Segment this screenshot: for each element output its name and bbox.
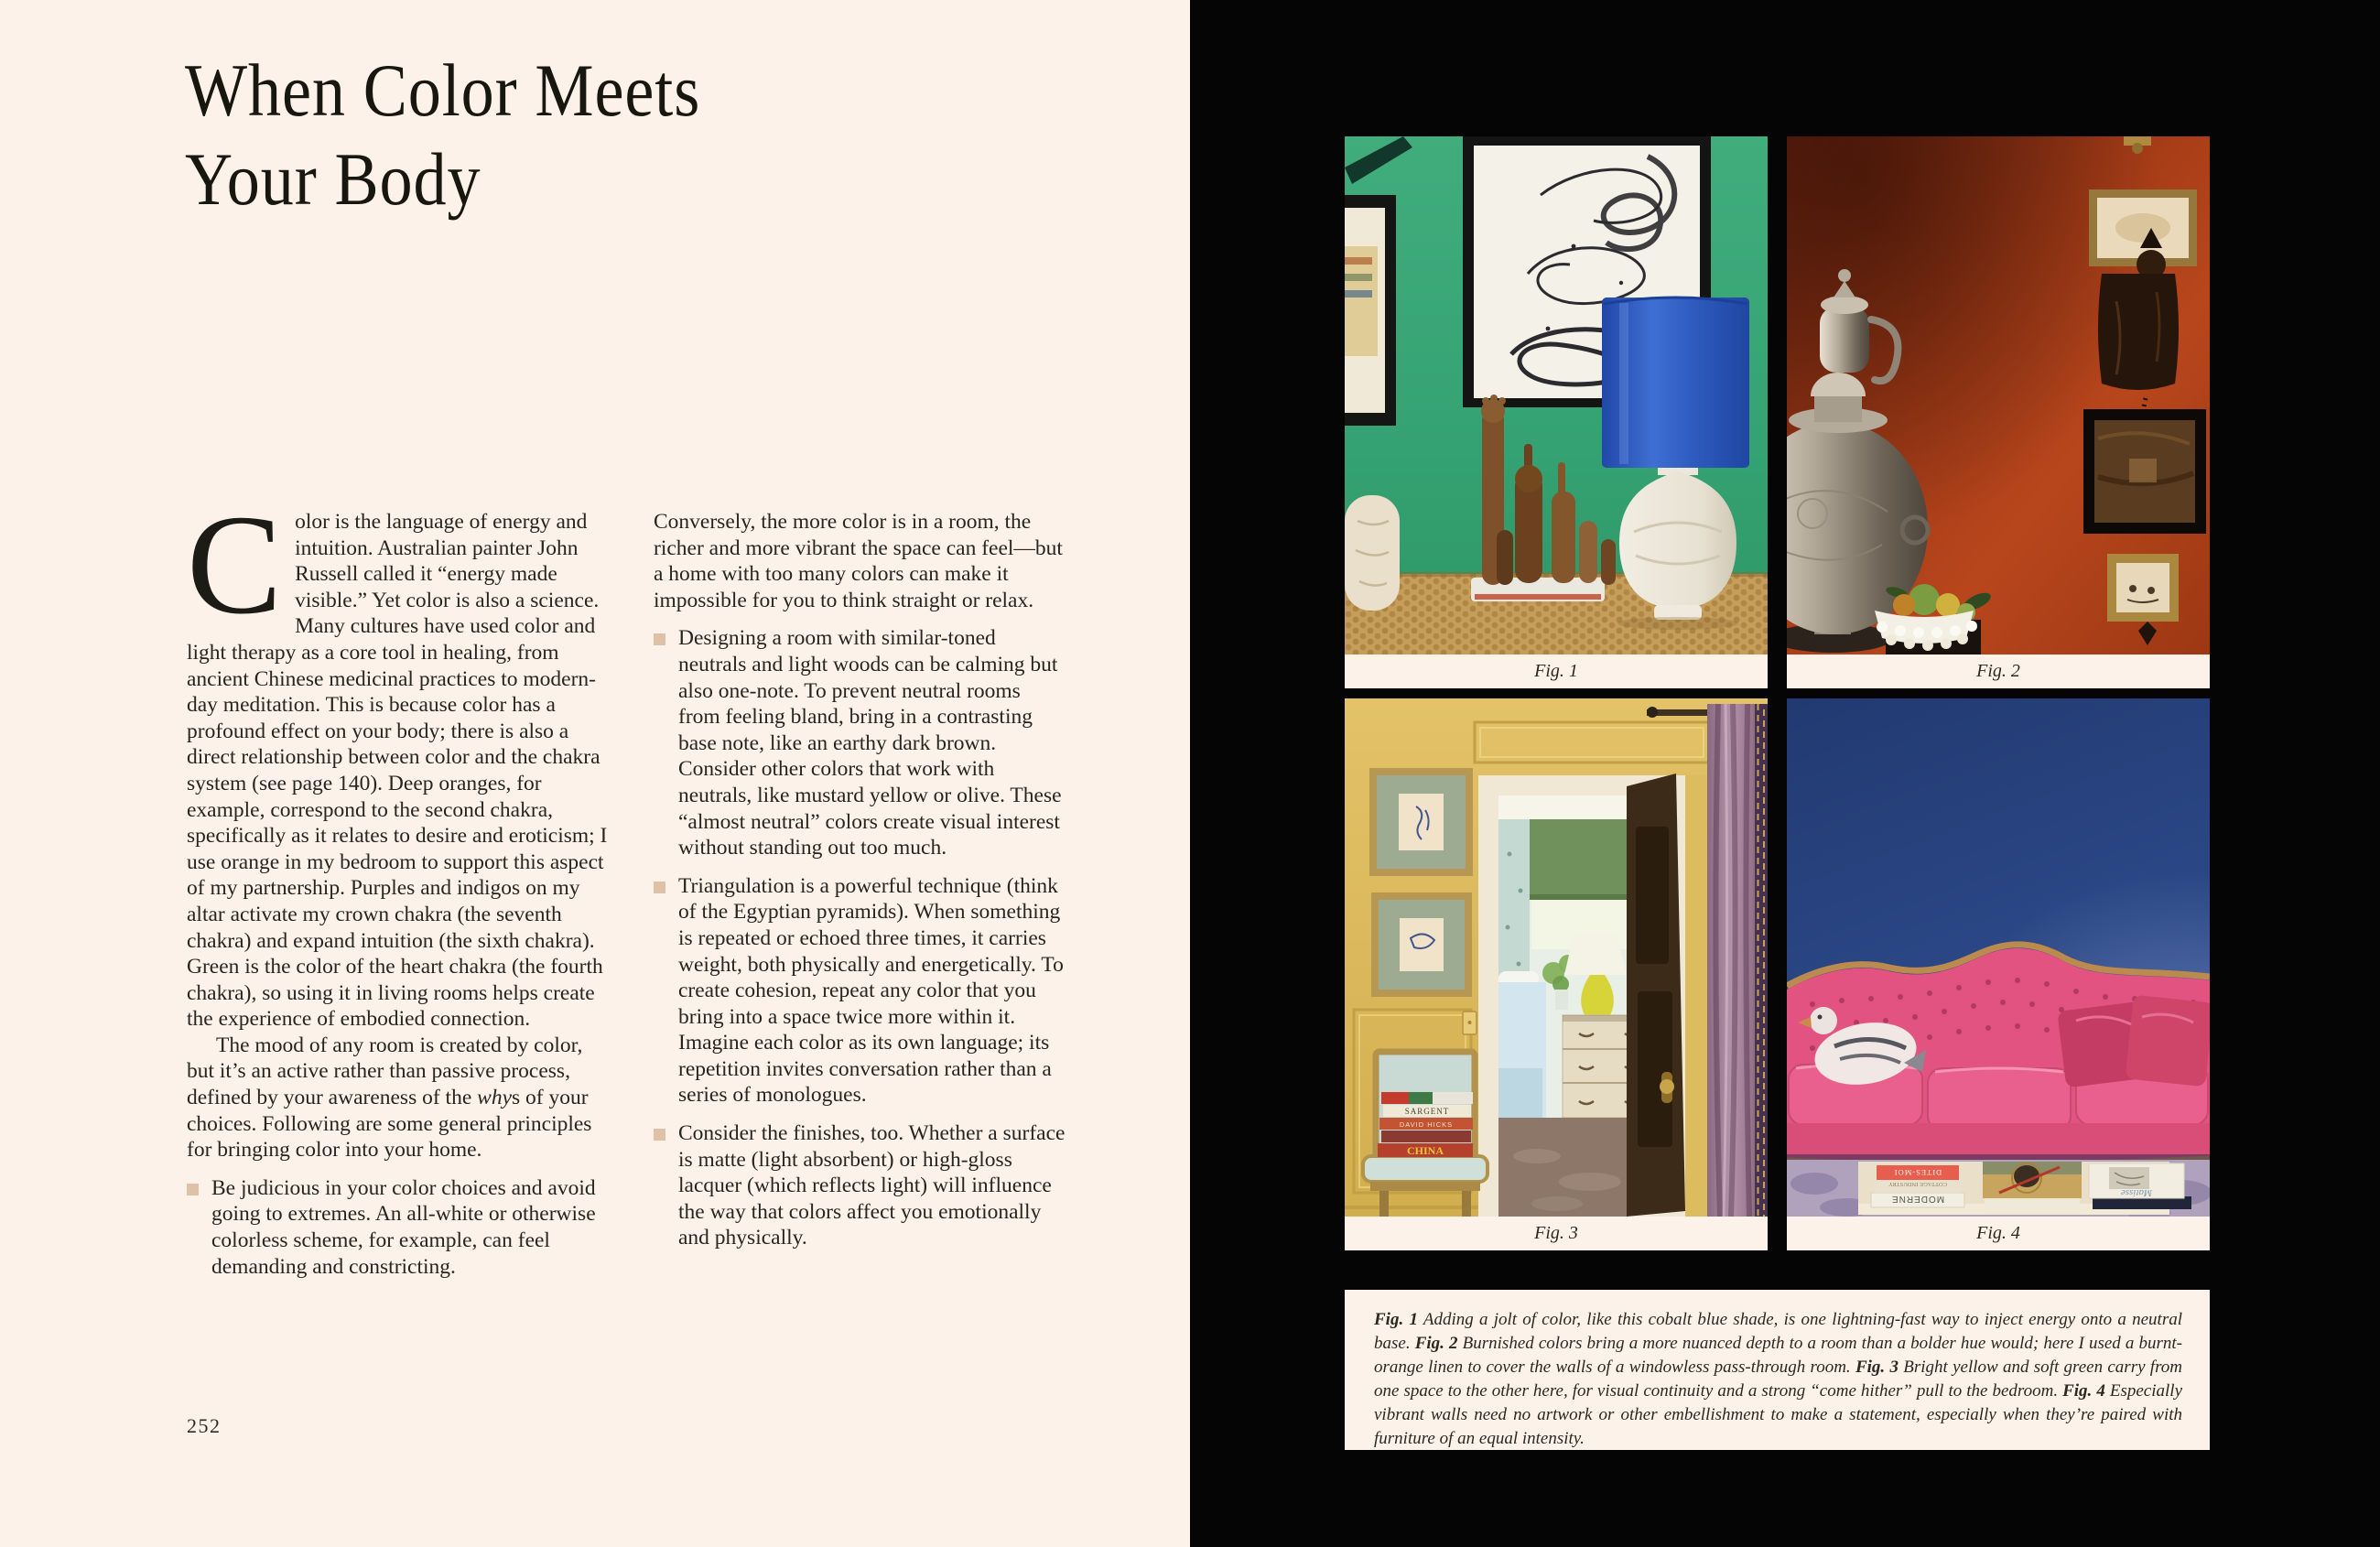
caption-fig3-label: Fig. 3 — [1855, 1358, 1899, 1377]
coffee-table-with-books — [1858, 1162, 2191, 1215]
bullet-item — [654, 1120, 1067, 1251]
bullet-item — [654, 873, 1067, 1109]
paragraph-3: Conversely, the more color is in a room, the richer and more vibrant the space can feel—but a home with too many colors can make it impossible for you to think straight or relax. — [654, 510, 1063, 612]
dark-frame-middle — [2083, 409, 2206, 534]
figure-3-photo-yellow-room — [1345, 698, 1768, 1217]
greek-key-border — [1755, 704, 1768, 1217]
paragraph-1-text: olor is the language of energy and intuition. Australian painter John Russell called it “energy made visible.” Yet color is also a science. Many cultures have used color and light therapy as a core tool in healing, from ancient Chinese medicinal practices to modern-day meditation. This is because color has a profound effect on your body; there is also a direct relationship between color and the chakra system (see page 140). Deep oranges, for example, correspond to the second chakra, specifically as it relates to desire and eroticism; I use orange in my bedroom to support this aspect of my partnership. Purples and indigos on my altar activate my crown chakra (the seventh chakra) and expand intuition (the sixth chakra). Green is the color of the heart chakra (the fourth chakra), so using it in living rooms helps create the experience of embodied connection. — [187, 510, 608, 1032]
figure-1-photo-green-room — [1345, 136, 1768, 654]
book-spine-sargent: SARGENT — [1404, 1107, 1450, 1116]
bullet-text: Triangulation is a powerful technique (think of the Egyptian pyramids). When something is repeated or echoed three times, it carries weight, both physically and energetically. To create cohesion, repeat any color that you bring into a space twice more within it. Imagine each color as its own language; its repetition invites conversation rather than a series of monologues. — [678, 873, 1064, 1108]
gold-frame-bottom — [2107, 554, 2179, 622]
paragraph-2-text: The mood of any room is created by color, but it’s an active rather than passive process, defined by your awareness of the — [187, 1033, 583, 1110]
book-title-moderne: MODERNE — [1890, 1194, 1945, 1204]
figure-2 — [1787, 136, 2210, 688]
seat-cushion — [1928, 1068, 2071, 1130]
open-door — [1627, 774, 1685, 1217]
figure-2-photo-orange-room — [1787, 136, 2210, 654]
bullet-text: Designing a room with similar-toned neutrals and light woods can be calming but also one-note. To prevent neutral rooms from feeling bland, bring in a contrasting base note, like an earthy dark brown. Consider other colors that work with neutrals, like mustard yellow or olive. These “almost neutral” colors create visual interest without standing out too much. — [678, 626, 1062, 860]
framed-print-bottom — [1371, 892, 1472, 997]
title-line-1: When Color Meets — [185, 49, 701, 132]
caption-fig2-label: Fig. 2 — [1414, 1334, 1458, 1353]
book-title-matisse: Matisse — [2120, 1187, 2153, 1198]
page-title — [185, 46, 700, 223]
figure-1-caption: Fig. 1 — [1345, 654, 1768, 688]
green-roman-shade — [1530, 819, 1627, 900]
figure-3 — [1345, 698, 1768, 1250]
caption-fig4-text: Especially vibrant walls need no artwork or other embellishment to make a statement, especially when they’re paired with furniture of an equal intensity. — [1374, 1381, 2182, 1448]
book-title-cottage-industry: COTTAGE INDUSTRY — [1888, 1181, 1947, 1187]
figure-2-caption: Fig. 2 — [1787, 654, 2210, 688]
book-title-dites-moi: DITES-MOI — [1893, 1168, 1942, 1177]
book-spine-china: CHINA — [1406, 1144, 1444, 1157]
drop-cap: C — [187, 485, 283, 644]
paragraph-2-italic: why — [477, 1086, 512, 1110]
book-spine-david-hicks: DAVID HICKS — [1399, 1120, 1454, 1129]
light-switch — [1463, 1012, 1477, 1034]
bullet-text: Be judicious in your color choices and avoid going to extremes. An all-white or otherwise colorless scheme, for example, can feel demanding and constricting. — [211, 1175, 596, 1279]
title-line-2: Your Body — [185, 137, 481, 221]
page-number: 252 — [187, 1414, 222, 1437]
figure-1 — [1345, 136, 1768, 688]
caption-fig2-text: Burnished colors bring a more nuanced depth to a room than a bolder hue would; here I used a burnt-orange linen to cover the walls of a windowless pass-through room. — [1374, 1334, 2183, 1377]
bedroom-lamp-shade — [1564, 935, 1627, 975]
paragraph-2-text-after: s of your choices. Following are some general principles for bringing color into your home. — [187, 1086, 592, 1163]
bullet-square-icon — [654, 882, 665, 893]
figure-4-caption: Fig. 4 — [1787, 1217, 2210, 1250]
caption-fig1-text: Adding a jolt of color, like this cobalt blue shade, is one lightning-fast way to inject energy onto a neutral base. — [1374, 1310, 2183, 1353]
body-column-2 — [654, 509, 1067, 1251]
caption-fig3-text: Bright yellow and soft green carry from one space to the other here, for visual continuity and a strong “come hither” pull to the bedroom. — [1374, 1358, 2182, 1401]
figure-caption-block — [1345, 1290, 2210, 1450]
caption-fig1-label: Fig. 1 — [1374, 1310, 1418, 1329]
figure-4-photo-blue-wall-pink-sofa — [1787, 698, 2210, 1217]
caption-fig4-label: Fig. 4 — [2062, 1381, 2105, 1401]
framed-print-top — [1369, 768, 1473, 876]
figure-4 — [1787, 698, 2210, 1250]
bullet-square-icon — [654, 633, 665, 645]
bullet-text: Consider the finishes, too. Whether a surface is matte (light absorbent) or high-gloss lacquer (which reflects light) will influence the way that colors affect you emotionally and physically. — [678, 1121, 1066, 1250]
paragraph-1 — [187, 485, 611, 1033]
body-column-1 — [187, 485, 611, 1280]
figure-3-caption: Fig. 3 — [1345, 1217, 1768, 1250]
bullet-square-icon — [187, 1184, 199, 1195]
door-knob — [1660, 1079, 1674, 1094]
stone-head-sculpture — [1345, 495, 1400, 611]
bullet-square-icon — [654, 1129, 665, 1141]
bullet-item — [187, 1175, 611, 1280]
paragraph-2 — [187, 1033, 611, 1163]
bullet-item — [654, 625, 1067, 860]
wall-right-of-door — [1685, 775, 1709, 1217]
